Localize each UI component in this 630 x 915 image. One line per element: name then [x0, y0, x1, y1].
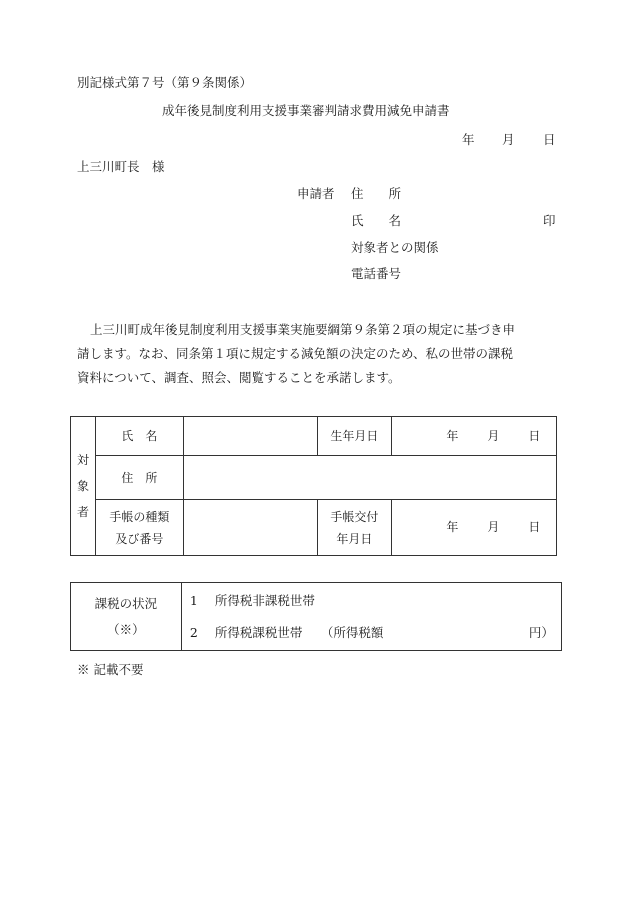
tax-option-2-number: 2	[189, 624, 198, 640]
consent-line-1: 上三川町成年後見制度利用支援事業実施要綱第９条第２項の規定に基づき申	[90, 322, 516, 337]
tax-option-1[interactable]	[182, 585, 561, 617]
issue-date-label-cell: 手帳交付 年月日	[317, 500, 392, 556]
notebook-type-label-cell: 手帳の種類 及び番号	[95, 500, 183, 556]
tax-status-note-mark: （※）	[107, 621, 145, 637]
tax-option-2-text: 所得税課税世帯	[214, 624, 303, 640]
issue-day-label: 日	[528, 520, 541, 534]
form-number: 別記様式第７号（第９条関係）	[77, 75, 253, 90]
target-person-table	[70, 416, 557, 556]
address-label-cell: 住 所	[95, 456, 183, 500]
seal-mark: 印	[543, 213, 556, 228]
issue-date-value-cell[interactable]	[392, 500, 557, 556]
consent-paragraph	[77, 318, 562, 390]
target-person-label: 対 象 者	[71, 417, 96, 556]
tax-option-1-text: 所得税非課税世帯	[214, 592, 315, 608]
tax-status-options-cell	[181, 583, 561, 651]
addressee: 上三川町長 様	[77, 159, 165, 174]
birthdate-label-cell: 生年月日	[317, 417, 392, 456]
birth-month-label: 月	[487, 429, 500, 443]
date-day-label: 日	[543, 132, 556, 147]
tax-option-2[interactable]	[182, 617, 561, 649]
name-value-cell[interactable]	[183, 417, 317, 456]
tax-status-label-cell	[71, 583, 182, 651]
tax-status-label: 課税の状況	[94, 595, 158, 611]
birth-year-label: 年	[446, 429, 459, 443]
consent-line-3: 資料について、調査、照会、閲覧することを承諾します。	[77, 370, 401, 385]
tax-amount-unit: 円）	[528, 624, 554, 640]
not-required-note: ※ 記載不要	[77, 662, 144, 677]
applicant-name-label: 氏 名	[351, 213, 402, 228]
tax-amount-label: （所得税額	[320, 624, 384, 640]
tax-status-table	[70, 582, 562, 651]
issue-year-label: 年	[446, 520, 459, 534]
issue-month-label: 月	[487, 520, 500, 534]
applicant-phone-label: 電話番号	[351, 266, 402, 281]
applicant-label: 申請者	[297, 186, 335, 201]
applicant-address-label: 住 所	[351, 186, 402, 201]
date-month-label: 月	[502, 132, 515, 147]
name-label-cell: 氏 名	[95, 417, 183, 456]
document-title: 成年後見制度利用支援事業審判請求費用減免申請書	[162, 103, 450, 118]
birth-day-label: 日	[528, 429, 541, 443]
date-year-label: 年	[462, 132, 475, 147]
tax-option-1-number: 1	[189, 592, 198, 608]
address-value-cell[interactable]	[183, 456, 556, 500]
birthdate-value-cell[interactable]	[392, 417, 557, 456]
consent-line-2: 請します。なお、同条第１項に規定する減免額の決定のため、私の世帯の課税	[77, 346, 514, 361]
notebook-type-value-cell[interactable]	[183, 500, 317, 556]
applicant-relation-label: 対象者との関係	[351, 240, 439, 255]
